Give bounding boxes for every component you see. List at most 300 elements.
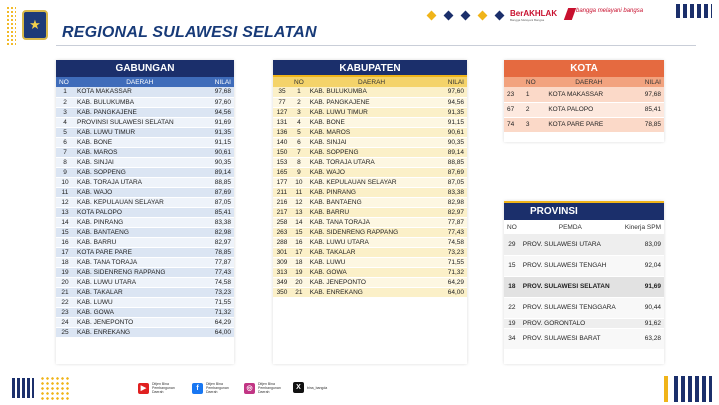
table-row — [504, 318, 664, 328]
cell-no: 12 — [291, 197, 307, 207]
table-row — [56, 327, 234, 337]
cell-no: 10 — [56, 177, 74, 187]
cell-no: 3 — [523, 117, 545, 132]
cell-no: 11 — [56, 187, 74, 197]
cell-nilai: 90,61 — [205, 147, 234, 157]
table-row — [56, 267, 234, 277]
cell-daerah: KAB. SOPPENG — [74, 167, 205, 177]
diamond-icon — [461, 11, 471, 21]
cell-nilai: 82,97 — [436, 207, 467, 217]
cell-nilai: 71,32 — [436, 267, 467, 277]
column-header-nilai: NILAI — [205, 77, 234, 87]
cell-daerah: KAB. SINJAI — [74, 157, 205, 167]
cell-nilai: 74,58 — [436, 237, 467, 247]
cell-no: 8 — [291, 157, 307, 167]
kota-heading: KOTA — [504, 60, 664, 77]
table-row — [273, 247, 467, 257]
cell-nilai: 73,23 — [205, 287, 234, 297]
cell-nilai: 90,35 — [205, 157, 234, 167]
cell-no: 13 — [56, 207, 74, 217]
cell-nilai: 87,05 — [436, 177, 467, 187]
cell-daerah: KAB. WAJO — [74, 187, 205, 197]
cell-pemda: PROV. SULAWESI TENGAH — [520, 255, 621, 276]
table-row — [273, 87, 467, 97]
cell-daerah: KAB. LUWU — [74, 297, 205, 307]
cell-pemda: PROV. SULAWESI BARAT — [520, 328, 621, 349]
table-row — [273, 287, 467, 297]
table-row — [56, 287, 234, 297]
cell-daerah: KAB. PINRANG — [307, 187, 437, 197]
kemendagri-logo — [22, 10, 48, 40]
column-header-daerah: DAERAH — [307, 77, 437, 87]
table-row — [273, 197, 467, 207]
cell-rank: 177 — [273, 177, 291, 187]
cell-daerah: KOTA MAKASSAR — [545, 87, 632, 102]
cell-no: 24 — [56, 317, 74, 327]
cell-nilai: 85,41 — [205, 207, 234, 217]
title-divider — [56, 45, 696, 46]
cell-no: 18 — [504, 276, 520, 297]
star-icon: ★ — [29, 17, 41, 32]
table-row — [56, 107, 234, 117]
cell-daerah: KAB. LUWU TIMUR — [74, 127, 205, 137]
facebook-label: Ditjen Bina Pembangunan Daerah — [206, 382, 229, 394]
table-row — [273, 177, 467, 187]
cell-daerah: KAB. TANA TORAJA — [307, 217, 437, 227]
cell-no: 16 — [56, 237, 74, 247]
cell-no: 14 — [291, 217, 307, 227]
cell-daerah: KAB. SOPPENG — [307, 147, 437, 157]
youtube-icon: ▶ — [138, 383, 149, 394]
table-row — [273, 167, 467, 177]
kabupaten-panel — [273, 60, 467, 364]
decorative-dots — [40, 376, 70, 400]
column-header-daerah: DAERAH — [74, 77, 205, 87]
table-row — [56, 97, 234, 107]
cell-no: 23 — [56, 307, 74, 317]
cell-nilai: 63,28 — [621, 328, 664, 349]
cell-no: 15 — [56, 227, 74, 237]
column-header-nilai: NILAI — [436, 77, 467, 87]
cell-daerah: KAB. LUWU — [307, 257, 437, 267]
cell-daerah: KAB. MAROS — [74, 147, 205, 157]
cell-no: 3 — [291, 107, 307, 117]
column-header-nilai: NILAI — [632, 77, 664, 87]
cell-nilai: 91,15 — [205, 137, 234, 147]
cell-pemda: PROV. GORONTALO — [520, 318, 621, 328]
cell-rank: 77 — [273, 97, 291, 107]
cell-daerah: KAB. GOWA — [74, 307, 205, 317]
cell-daerah: KAB. SIDENRENG RAPPANG — [74, 267, 205, 277]
instagram-label: Ditjen Bina Pembangunan Daerah — [258, 382, 281, 394]
cell-no: 21 — [56, 287, 74, 297]
provinsi-table — [504, 220, 664, 350]
kabupaten-heading: KABUPATEN — [273, 60, 467, 77]
cell-no: 7 — [291, 147, 307, 157]
table-row — [56, 87, 234, 97]
cell-rank: 140 — [273, 137, 291, 147]
decorative-diamonds — [428, 12, 503, 19]
cell-no: 20 — [291, 277, 307, 287]
cell-nilai: 83,09 — [621, 234, 664, 255]
cell-daerah: KAB. BONE — [307, 117, 437, 127]
cell-no: 16 — [291, 237, 307, 247]
cell-nilai: 82,98 — [436, 197, 467, 207]
diamond-icon — [427, 11, 437, 21]
table-row — [56, 307, 234, 317]
cell-no: 2 — [523, 102, 545, 117]
table-row — [56, 257, 234, 267]
cell-no: 4 — [56, 117, 74, 127]
table-row — [56, 297, 234, 307]
table-row — [273, 137, 467, 147]
cell-daerah: PROVINSI SULAWESI SELATAN — [74, 117, 205, 127]
table-row — [273, 147, 467, 157]
berakhlak-logo — [510, 9, 557, 22]
cell-daerah: KAB. BARRU — [307, 207, 437, 217]
berakhlak-subtext: Bangga Melayani Bangsa — [510, 18, 545, 22]
cell-no: 2 — [291, 97, 307, 107]
cell-nilai: 77,43 — [436, 227, 467, 237]
page-title: REGIONAL SULAWESI SELATAN — [62, 24, 317, 41]
cell-daerah: KAB. KEPULAUAN SELAYAR — [307, 177, 437, 187]
kota-panel — [504, 60, 664, 142]
cell-nilai: 73,23 — [436, 247, 467, 257]
cell-nilai: 90,44 — [621, 297, 664, 318]
cell-daerah: KAB. ENREKANG — [74, 327, 205, 337]
decorative-stripes — [674, 376, 712, 402]
column-header-rank — [273, 77, 291, 87]
cell-daerah: KOTA PARE PARE — [74, 247, 205, 257]
table-row — [504, 87, 664, 102]
table-row — [56, 177, 234, 187]
cell-no: 8 — [56, 157, 74, 167]
youtube-label: Ditjen Bina Pembangunan Daerah — [152, 382, 175, 394]
table-row — [56, 147, 234, 157]
decorative-stripes — [676, 4, 712, 18]
table-row — [56, 127, 234, 137]
cell-nilai: 88,85 — [205, 177, 234, 187]
cell-rank: 131 — [273, 117, 291, 127]
table-row — [504, 297, 664, 318]
cell-daerah: KAB. KEPULAUAN SELAYAR — [74, 197, 205, 207]
kabupaten-table — [273, 77, 467, 298]
x-label: bina_bangda — [307, 385, 328, 390]
cell-no: 2 — [56, 97, 74, 107]
diamond-icon — [495, 11, 505, 21]
table-row — [273, 277, 467, 287]
cell-rank: 74 — [504, 117, 523, 132]
cell-nilai: 82,98 — [205, 227, 234, 237]
provinsi-panel — [504, 201, 664, 364]
decorative-bar — [664, 376, 668, 402]
cell-daerah: KAB. JENEPONTO — [74, 317, 205, 327]
cell-no: 1 — [291, 87, 307, 97]
cell-daerah: KAB. TAKALAR — [307, 247, 437, 257]
table-header-row — [56, 77, 234, 87]
column-header-rank — [504, 77, 523, 87]
cell-daerah: KAB. PANGKAJENE — [307, 97, 437, 107]
cell-nilai: 94,56 — [436, 97, 467, 107]
cell-rank: 153 — [273, 157, 291, 167]
cell-daerah: KAB. ENREKANG — [307, 287, 437, 297]
cell-rank: 258 — [273, 217, 291, 227]
cell-nilai: 87,05 — [205, 197, 234, 207]
table-row — [56, 187, 234, 197]
diamond-icon — [444, 11, 454, 21]
table-row — [273, 187, 467, 197]
cell-nilai: 92,04 — [621, 255, 664, 276]
cell-pemda: PROV. SULAWESI TENGGARA — [520, 297, 621, 318]
facebook-icon: f — [192, 383, 203, 394]
cell-nilai: 91,35 — [436, 107, 467, 117]
cell-no: 17 — [291, 247, 307, 257]
cell-nilai: 91,15 — [436, 117, 467, 127]
kota-table — [504, 77, 664, 133]
cell-daerah: KAB. BULUKUMBA — [74, 97, 205, 107]
cell-nilai: 71,55 — [436, 257, 467, 267]
cell-rank: 217 — [273, 207, 291, 217]
column-header-pemda: PEMDA — [520, 220, 621, 234]
cell-no: 5 — [291, 127, 307, 137]
cell-no: 6 — [291, 137, 307, 147]
instagram-icon: ◎ — [244, 383, 255, 394]
cell-daerah: KAB. SIDENRENG RAPPANG — [307, 227, 437, 237]
cell-daerah: KAB. SINJAI — [307, 137, 437, 147]
table-row — [273, 237, 467, 247]
table-row — [273, 157, 467, 167]
cell-daerah: KAB. TORAJA UTARA — [74, 177, 205, 187]
cell-nilai: 97,60 — [436, 87, 467, 97]
table-row — [273, 97, 467, 107]
bangga-melayani-logo — [566, 8, 643, 20]
cell-nilai: 77,87 — [436, 217, 467, 227]
cell-no: 22 — [504, 297, 520, 318]
cell-no: 1 — [56, 87, 74, 97]
cell-nilai: 78,85 — [205, 247, 234, 257]
table-row — [504, 102, 664, 117]
cell-pemda: PROV. SULAWESI SELATAN — [520, 276, 621, 297]
cell-rank: 23 — [504, 87, 523, 102]
cell-no: 19 — [291, 267, 307, 277]
cell-nilai: 64,29 — [436, 277, 467, 287]
diamond-icon — [478, 11, 488, 21]
cell-nilai: 83,38 — [436, 187, 467, 197]
cell-no: 15 — [291, 227, 307, 237]
cell-no: 25 — [56, 327, 74, 337]
gabungan-heading: GABUNGAN — [56, 60, 234, 77]
cell-nilai: 77,87 — [205, 257, 234, 267]
cell-no: 34 — [504, 328, 520, 349]
cell-no: 18 — [291, 257, 307, 267]
cell-daerah: KAB. TANA TORAJA — [74, 257, 205, 267]
gabungan-table — [56, 77, 234, 338]
table-row — [504, 276, 664, 297]
cell-rank: 349 — [273, 277, 291, 287]
cell-no: 10 — [291, 177, 307, 187]
cell-nilai: 87,69 — [436, 167, 467, 177]
column-header-no: NO — [56, 77, 74, 87]
table-row — [56, 317, 234, 327]
table-row — [56, 157, 234, 167]
cell-nilai: 71,32 — [205, 307, 234, 317]
cell-nilai: 97,60 — [205, 97, 234, 107]
cell-nilai: 78,85 — [632, 117, 664, 132]
cell-daerah: KOTA PALOPO — [545, 102, 632, 117]
cell-no: 3 — [56, 107, 74, 117]
cell-no: 14 — [56, 217, 74, 227]
cell-rank: 301 — [273, 247, 291, 257]
cell-rank: 216 — [273, 197, 291, 207]
cell-rank: 211 — [273, 187, 291, 197]
cell-daerah: KAB. TORAJA UTARA — [307, 157, 437, 167]
table-header-row — [273, 77, 467, 87]
table-row — [504, 117, 664, 132]
cell-no: 19 — [56, 267, 74, 277]
cell-rank: 150 — [273, 147, 291, 157]
cell-nilai: 90,35 — [436, 137, 467, 147]
cell-nilai: 89,14 — [205, 167, 234, 177]
cell-nilai: 88,85 — [436, 157, 467, 167]
cell-no: 29 — [504, 234, 520, 255]
cell-nilai: 94,56 — [205, 107, 234, 117]
table-row — [273, 117, 467, 127]
cell-daerah: KAB. MAROS — [307, 127, 437, 137]
cell-nilai: 91,62 — [621, 318, 664, 328]
berakhlak-text: BerAKHLAK — [510, 9, 558, 18]
decorative-dots — [6, 6, 16, 46]
cell-rank: 67 — [504, 102, 523, 117]
cell-nilai: 90,61 — [436, 127, 467, 137]
gabungan-panel — [56, 60, 234, 364]
x-icon: X — [293, 382, 304, 393]
cell-no: 18 — [56, 257, 74, 267]
cell-no: 20 — [56, 277, 74, 287]
column-header-daerah: DAERAH — [545, 77, 632, 87]
cell-no: 15 — [504, 255, 520, 276]
cell-nilai: 64,00 — [205, 327, 234, 337]
cell-rank: 165 — [273, 167, 291, 177]
table-row — [56, 117, 234, 127]
cell-daerah: KAB. BONE — [74, 137, 205, 147]
column-header-no: NO — [523, 77, 545, 87]
table-row — [56, 207, 234, 217]
cell-daerah: KAB. JENEPONTO — [307, 277, 437, 287]
cell-pemda: PROV. SULAWESI UTARA — [520, 234, 621, 255]
header — [0, 0, 719, 50]
cell-daerah: KAB. PANGKAJENE — [74, 107, 205, 117]
cell-daerah: KAB. BARRU — [74, 237, 205, 247]
cell-no: 1 — [523, 87, 545, 102]
cell-rank: 288 — [273, 237, 291, 247]
cell-no: 5 — [56, 127, 74, 137]
cell-nilai: 83,38 — [205, 217, 234, 227]
cell-daerah: KAB. LUWU UTARA — [307, 237, 437, 247]
table-row — [273, 107, 467, 117]
cell-daerah: KAB. LUWU TIMUR — [307, 107, 437, 117]
cell-no: 7 — [56, 147, 74, 157]
cell-daerah: KAB. TAKALAR — [74, 287, 205, 297]
table-row — [273, 227, 467, 237]
cell-nilai: 77,43 — [205, 267, 234, 277]
bangga-mark-icon — [564, 8, 576, 20]
table-row — [504, 255, 664, 276]
table-row — [56, 167, 234, 177]
cell-daerah: KAB. BULUKUMBA — [307, 87, 437, 97]
table-row — [504, 234, 664, 255]
cell-daerah: KAB. LUWU UTARA — [74, 277, 205, 287]
cell-no: 13 — [291, 207, 307, 217]
cell-rank: 136 — [273, 127, 291, 137]
cell-no: 19 — [504, 318, 520, 328]
cell-rank: 313 — [273, 267, 291, 277]
cell-daerah: KOTA PARE PARE — [545, 117, 632, 132]
cell-daerah: KAB. WAJO — [307, 167, 437, 177]
cell-rank: 309 — [273, 257, 291, 267]
cell-nilai: 97,68 — [632, 87, 664, 102]
cell-nilai: 89,14 — [436, 147, 467, 157]
cell-rank: 263 — [273, 227, 291, 237]
table-row — [273, 267, 467, 277]
table-row — [273, 207, 467, 217]
column-header-no: NO — [504, 220, 520, 234]
cell-no: 6 — [56, 137, 74, 147]
youtube-link[interactable] — [138, 382, 186, 394]
column-header-no: NO — [291, 77, 307, 87]
table-row — [56, 137, 234, 147]
cell-daerah: KAB. GOWA — [307, 267, 437, 277]
cell-rank: 127 — [273, 107, 291, 117]
cell-daerah: KOTA PALOPO — [74, 207, 205, 217]
cell-daerah: KAB. BANTAENG — [307, 197, 437, 207]
table-row — [56, 217, 234, 227]
cell-nilai: 74,58 — [205, 277, 234, 287]
table-row — [56, 227, 234, 237]
footer — [0, 372, 719, 405]
instagram-link[interactable] — [244, 382, 292, 394]
cell-nilai: 82,97 — [205, 237, 234, 247]
cell-nilai: 85,41 — [632, 102, 664, 117]
bangga-text: bangga melayani bangsa — [576, 8, 644, 14]
cell-no: 17 — [56, 247, 74, 257]
table-header-row — [504, 77, 664, 87]
cell-no: 9 — [291, 167, 307, 177]
table-row — [56, 197, 234, 207]
decorative-stripes — [12, 378, 34, 398]
table-row — [56, 247, 234, 257]
cell-daerah: KAB. BANTAENG — [74, 227, 205, 237]
x-link[interactable] — [293, 382, 327, 393]
table-row — [56, 237, 234, 247]
cell-nilai: 91,35 — [205, 127, 234, 137]
cell-nilai: 87,69 — [205, 187, 234, 197]
table-header-row — [504, 220, 664, 234]
facebook-link[interactable] — [192, 382, 240, 394]
cell-nilai: 91,69 — [205, 117, 234, 127]
table-row — [504, 328, 664, 349]
cell-rank: 350 — [273, 287, 291, 297]
cell-nilai: 91,69 — [621, 276, 664, 297]
table-row — [273, 257, 467, 267]
table-row — [273, 127, 467, 137]
cell-no: 9 — [56, 167, 74, 177]
cell-no: 21 — [291, 287, 307, 297]
cell-daerah: KOTA MAKASSAR — [74, 87, 205, 97]
cell-no: 22 — [56, 297, 74, 307]
cell-no: 4 — [291, 117, 307, 127]
cell-nilai: 97,68 — [205, 87, 234, 97]
cell-daerah: KAB. PINRANG — [74, 217, 205, 227]
